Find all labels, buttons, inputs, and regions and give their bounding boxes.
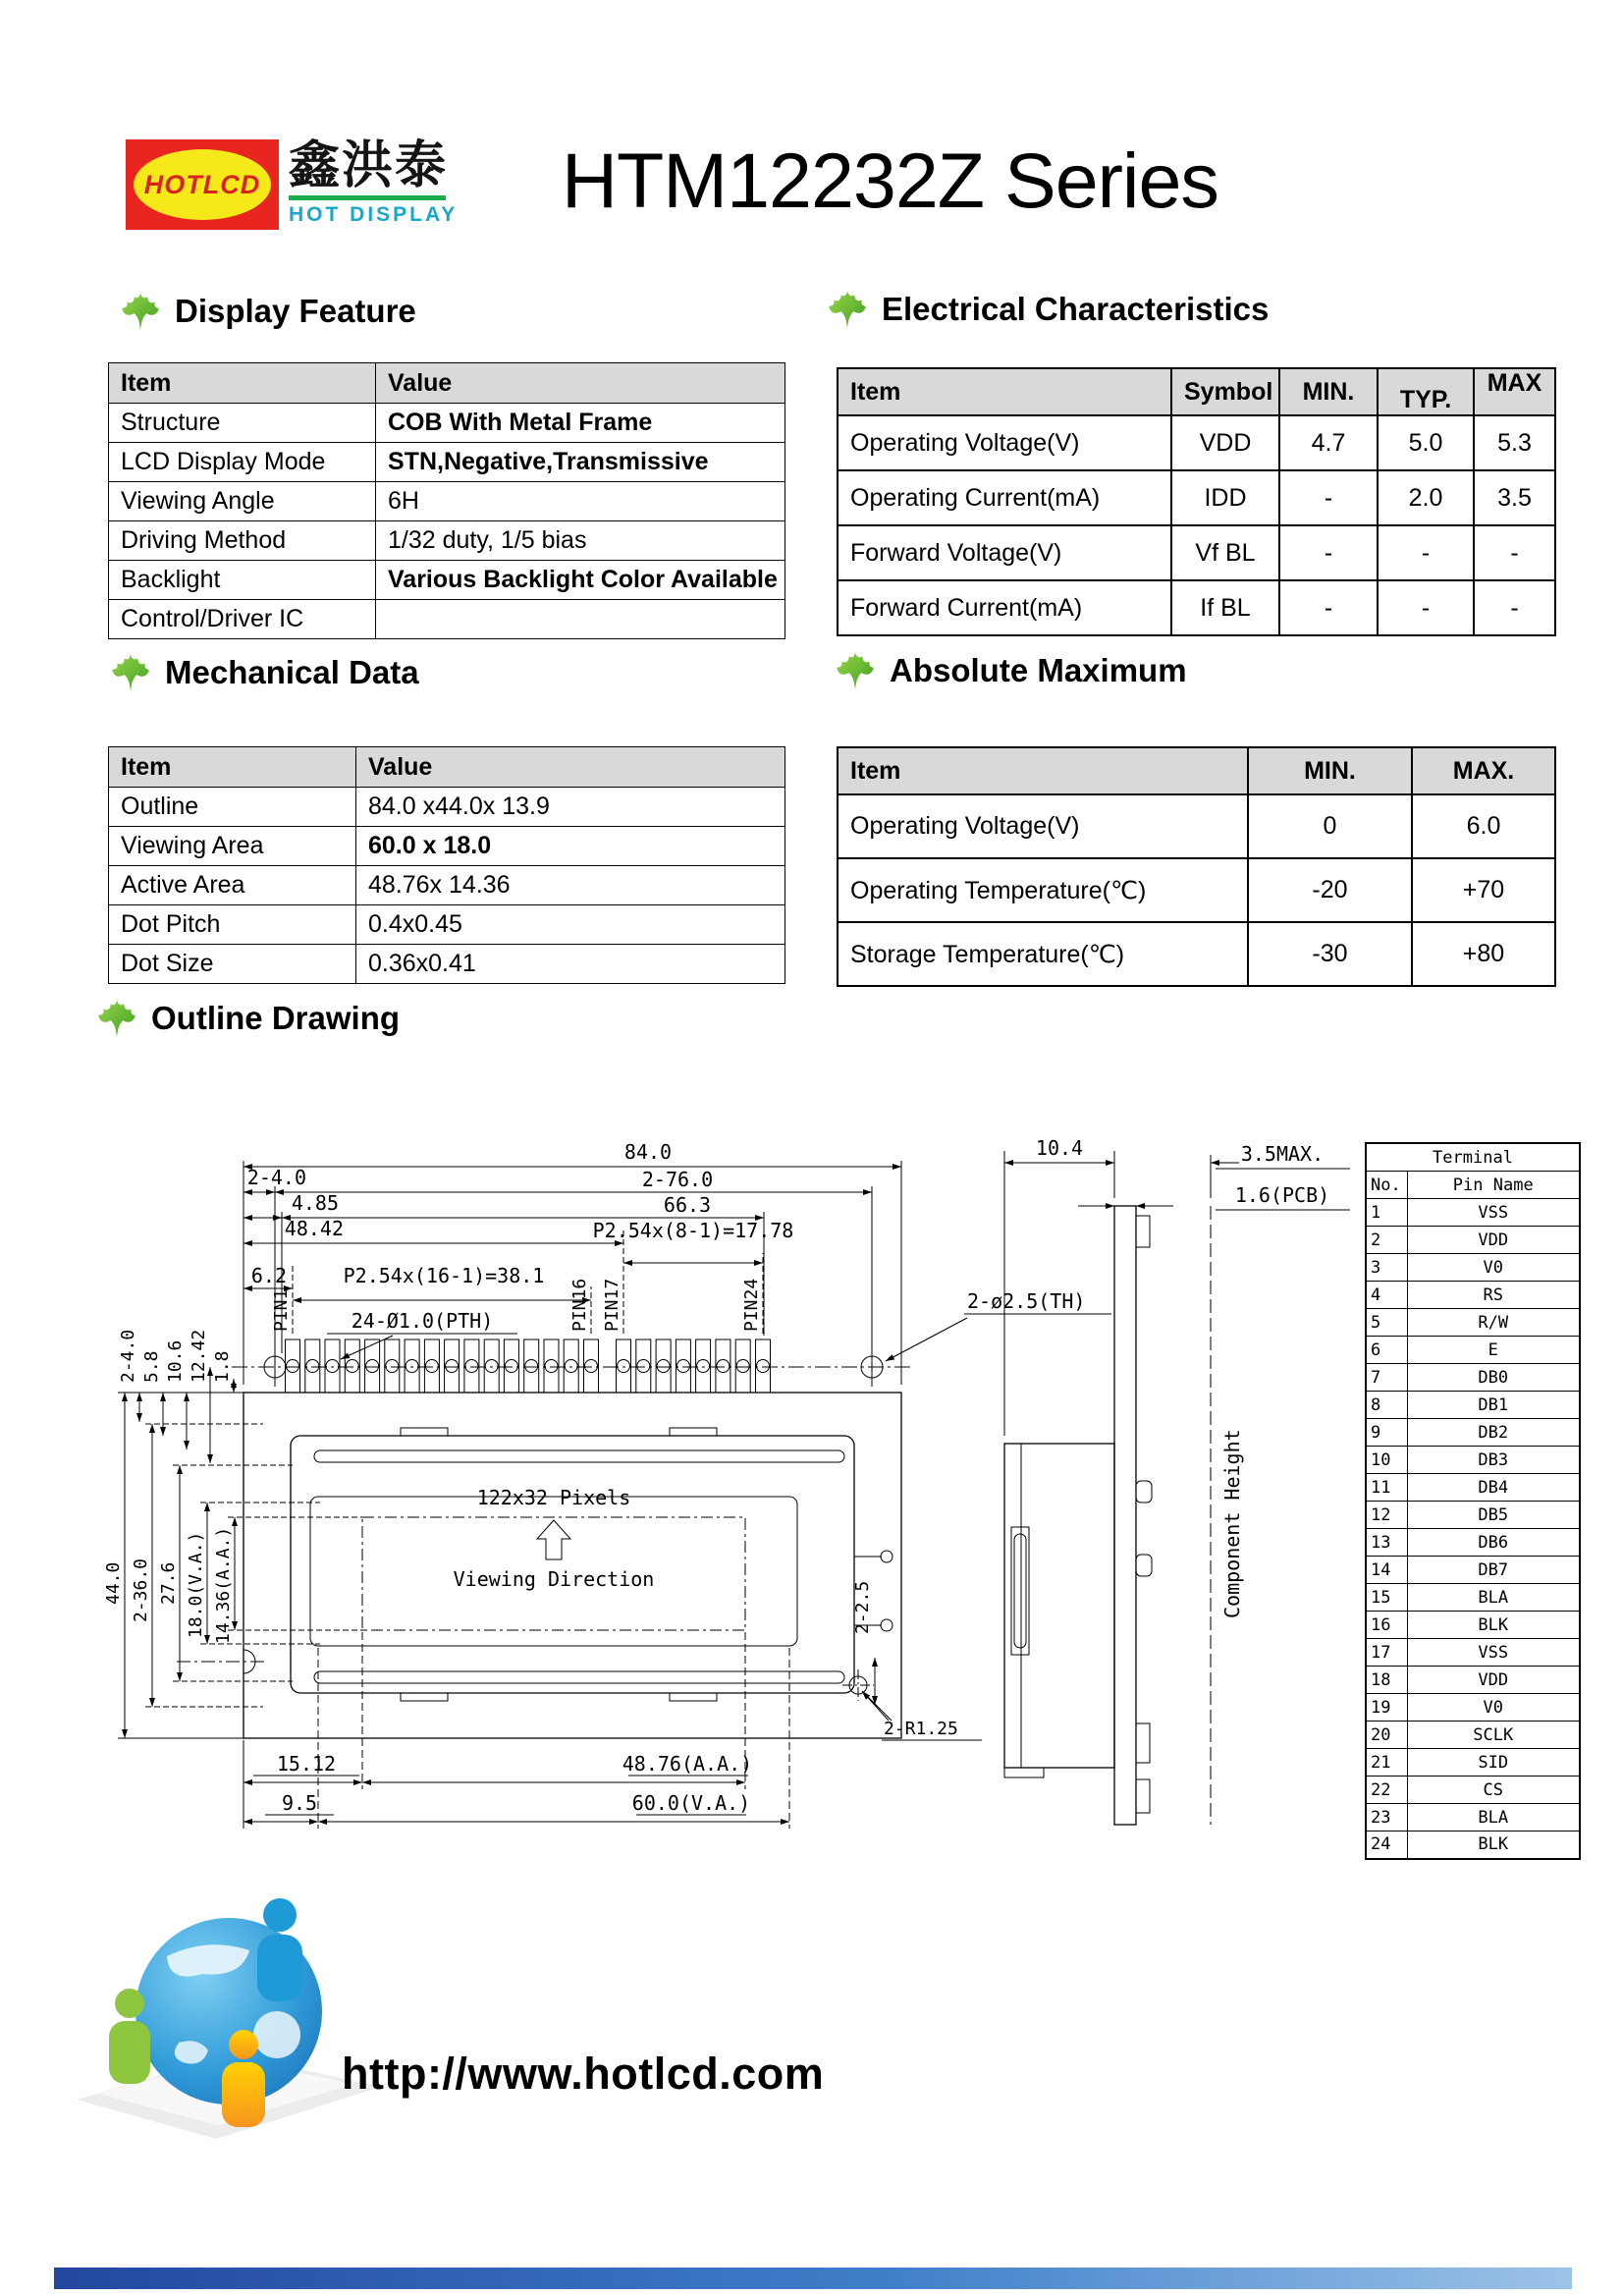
pin-number: 10 (1366, 1447, 1407, 1474)
footer-logo (69, 1886, 393, 2151)
section-title: Mechanical Data (165, 654, 419, 690)
pin-number: 13 (1366, 1529, 1407, 1557)
table-row (109, 561, 785, 600)
terminal-row (1366, 1309, 1580, 1337)
pin-name: DB4 (1407, 1474, 1580, 1502)
dim-27-6: 27.6 (158, 1561, 179, 1605)
min-cell: - (1279, 470, 1378, 525)
max-cell: +80 (1412, 922, 1555, 986)
value-cell (376, 600, 785, 639)
terminal-row (1366, 1612, 1580, 1639)
symbol-cell: If BL (1171, 580, 1279, 635)
terminal-row (1366, 1502, 1580, 1529)
max-cell: +70 (1412, 858, 1555, 922)
column-header: No. (1366, 1172, 1407, 1199)
dim-overall-height: 44.0 (103, 1561, 124, 1605)
logo-red-box (126, 139, 279, 230)
pin-name: CS (1407, 1777, 1580, 1804)
terminal-row (1366, 1337, 1580, 1364)
pin-number: 4 (1366, 1282, 1407, 1309)
dim-pcb-thickness: 1.6(PCB) (1234, 1183, 1330, 1207)
person-blue-body (257, 1935, 302, 2001)
outline-drawing-canvas (98, 1120, 1355, 1925)
person-green (115, 1989, 144, 2018)
item-cell: Viewing Area (109, 827, 356, 866)
column-header: MIN. (1248, 747, 1412, 794)
max-cell: - (1474, 580, 1555, 635)
globe-continent (253, 2011, 300, 2058)
terminal-row (1366, 1474, 1580, 1502)
display-feature-table (108, 362, 785, 639)
item-cell: Dot Pitch (109, 905, 356, 945)
pin-name: BLA (1407, 1584, 1580, 1612)
table-row (109, 788, 785, 827)
pixels-label: 122x32 Pixels (476, 1486, 631, 1509)
pin-number: 11 (1366, 1474, 1407, 1502)
pin-name: DB1 (1407, 1392, 1580, 1419)
terminal-row (1366, 1529, 1580, 1557)
section-electrical (827, 289, 1269, 330)
item-cell: Operating Voltage(V) (838, 415, 1171, 470)
section-title: Outline Drawing (151, 1000, 401, 1036)
table-row (838, 470, 1555, 525)
leaf-icon (96, 998, 137, 1039)
pin-name: VSS (1407, 1199, 1580, 1227)
dim-radius: 2-R1.25 (884, 1719, 958, 1739)
page-title: HTM12232Z Series (562, 137, 1218, 224)
logo-green-rule (289, 195, 446, 200)
person-orange (229, 2030, 258, 2059)
table-row (109, 521, 785, 561)
pin-name: SCLK (1407, 1722, 1580, 1749)
item-cell: Viewing Angle (109, 482, 376, 521)
pin17-label: PIN17 (602, 1278, 622, 1332)
table-row (109, 827, 785, 866)
viewing-direction-arrow (537, 1520, 570, 1559)
pin-number: 14 (1366, 1557, 1407, 1584)
electrical-table (837, 367, 1556, 636)
pin-name: SID (1407, 1749, 1580, 1777)
table-row (109, 945, 785, 984)
item-cell: Storage Temperature(℃) (838, 922, 1248, 986)
pin-number: 17 (1366, 1639, 1407, 1667)
pin-name: DB6 (1407, 1529, 1580, 1557)
terminal-row (1366, 1392, 1580, 1419)
dim-aa-height: 14.36(A.A.) (213, 1526, 234, 1644)
pin16-label: PIN16 (569, 1278, 590, 1332)
typ-cell: 2.0 (1378, 470, 1474, 525)
dim-hole-edge: 2-4.0 (246, 1166, 306, 1189)
table-row (109, 866, 785, 905)
dim-aa-width: 48.76(A.A.) (622, 1752, 753, 1776)
pin-number: 15 (1366, 1584, 1407, 1612)
footer-accent-bar (54, 2268, 1572, 2289)
typ-cell: 5.0 (1378, 415, 1474, 470)
terminal-row (1366, 1199, 1580, 1227)
min-cell: 0 (1248, 794, 1412, 858)
dim-hole-span-v: 2-36.0 (131, 1558, 151, 1622)
column-header: Pin Name (1407, 1172, 1580, 1199)
symbol-cell: Vf BL (1171, 525, 1279, 580)
value-cell: 0.4x0.45 (356, 905, 785, 945)
viewing-direction-label: Viewing Direction (453, 1567, 655, 1591)
terminal-row (1366, 1557, 1580, 1584)
leaf-icon (120, 291, 161, 332)
column-header: Value (376, 363, 785, 404)
logo-chinese-text: 鑫洪泰 (289, 137, 449, 195)
pin-name: DB5 (1407, 1502, 1580, 1529)
terminal-row (1366, 1804, 1580, 1831)
table-row (838, 922, 1555, 986)
max-cell: 5.3 (1474, 415, 1555, 470)
pin1-label: PIN1 (271, 1288, 292, 1332)
terminal-row (1366, 1282, 1580, 1309)
pin24-label: PIN24 (741, 1278, 762, 1332)
min-cell: - (1279, 580, 1378, 635)
value-cell: Various Backlight Color Available (376, 561, 785, 600)
dim-hole-span: 2-76.0 (641, 1168, 714, 1191)
pin-number: 23 (1366, 1804, 1407, 1831)
table-row (109, 905, 785, 945)
dim-48-42: 48.42 (284, 1217, 344, 1240)
pin-name: VSS (1407, 1639, 1580, 1667)
pin-name: BLK (1407, 1831, 1580, 1859)
table-row (109, 443, 785, 482)
person-blue (263, 1898, 297, 1932)
dim-side-width: 10.4 (1035, 1136, 1084, 1160)
symbol-cell: VDD (1171, 415, 1279, 470)
item-cell: Dot Size (109, 945, 356, 984)
dim-6-2: 6.2 (250, 1264, 287, 1287)
max-cell: - (1474, 525, 1555, 580)
pin-name: DB7 (1407, 1557, 1580, 1584)
dim-v-5-8: 5.8 (141, 1350, 162, 1383)
leaf-icon (835, 650, 876, 691)
column-header: MAX (1474, 368, 1555, 415)
table-row (109, 404, 785, 443)
dim-pitch16: P2.54x(16-1)=38.1 (343, 1264, 545, 1287)
terminal-row (1366, 1694, 1580, 1722)
dim-pth: 24-Ø1.0(PTH) (351, 1309, 494, 1333)
section-absolute-maximum (835, 650, 1187, 691)
item-cell: Outline (109, 788, 356, 827)
mechanical-table (108, 746, 785, 984)
item-cell: Forward Current(mA) (838, 580, 1171, 635)
pin-name: E (1407, 1337, 1580, 1364)
company-logo (126, 139, 458, 230)
pin-name: DB2 (1407, 1419, 1580, 1447)
dim-va-height: 18.0(V.A.) (186, 1531, 206, 1638)
logo-brand-text: HOTLCD (143, 169, 261, 199)
dim-66-3: 66.3 (663, 1193, 712, 1217)
person-orange-body (222, 2062, 265, 2127)
terminal-row (1366, 1419, 1580, 1447)
pin-number: 2 (1366, 1227, 1407, 1254)
pin-number: 5 (1366, 1309, 1407, 1337)
front-dimensions-left (118, 1367, 364, 1738)
pin-name: R/W (1407, 1309, 1580, 1337)
column-header: MAX. (1412, 747, 1555, 794)
item-cell: Structure (109, 404, 376, 443)
value-cell: 48.76x 14.36 (356, 866, 785, 905)
person-green-body (109, 2021, 150, 2084)
pin-name: VDD (1407, 1227, 1580, 1254)
pin-name: DB0 (1407, 1364, 1580, 1392)
pin-number: 21 (1366, 1749, 1407, 1777)
pin-number: 22 (1366, 1777, 1407, 1804)
pin-header-row (286, 1339, 771, 1393)
terminal-table (1365, 1142, 1581, 1860)
column-header: Value (356, 747, 785, 788)
pin-name: V0 (1407, 1694, 1580, 1722)
terminal-row (1366, 1254, 1580, 1282)
pin-number: 7 (1366, 1364, 1407, 1392)
terminal-row (1366, 1722, 1580, 1749)
pin-name: DB3 (1407, 1447, 1580, 1474)
column-header: Item (838, 368, 1171, 415)
item-cell: Driving Method (109, 521, 376, 561)
terminal-row (1366, 1777, 1580, 1804)
value-cell: STN,Negative,Transmissive (376, 443, 785, 482)
pin-number: 19 (1366, 1694, 1407, 1722)
terminal-row (1366, 1831, 1580, 1859)
value-cell: 1/32 duty, 1/5 bias (376, 521, 785, 561)
terminal-row (1366, 1364, 1580, 1392)
terminal-row (1366, 1447, 1580, 1474)
terminal-row (1366, 1639, 1580, 1667)
section-title: Electrical Characteristics (882, 291, 1270, 327)
logo-yellow-ellipse (134, 149, 271, 220)
max-cell: 6.0 (1412, 794, 1555, 858)
item-cell: Operating Voltage(V) (838, 794, 1248, 858)
pin-name: RS (1407, 1282, 1580, 1309)
typ-cell: - (1378, 525, 1474, 580)
min-cell: -30 (1248, 922, 1412, 986)
pin-number: 1 (1366, 1199, 1407, 1227)
column-header: Item (838, 747, 1248, 794)
dim-9-5: 9.5 (281, 1791, 318, 1815)
pin-number: 18 (1366, 1667, 1407, 1694)
pin-number: 24 (1366, 1831, 1407, 1859)
section-title: Absolute Maximum (890, 652, 1187, 688)
pin-number: 20 (1366, 1722, 1407, 1749)
table-row (838, 794, 1555, 858)
leaf-icon (827, 289, 868, 330)
item-cell: LCD Display Mode (109, 443, 376, 482)
dim-v-2-4: 2-4.0 (118, 1329, 138, 1383)
item-cell: Forward Voltage(V) (838, 525, 1171, 580)
dim-holes: 2-ø2.5(TH) (967, 1289, 1086, 1313)
max-cell: 3.5 (1474, 470, 1555, 525)
terminal-row (1366, 1227, 1580, 1254)
pin-number: 12 (1366, 1502, 1407, 1529)
logo-tagline: HOT DISPLAY (289, 202, 459, 226)
table-row (838, 415, 1555, 470)
typ-cell: - (1378, 580, 1474, 635)
website-url[interactable]: http://www.hotlcd.com (342, 2049, 825, 2099)
pin-number: 16 (1366, 1612, 1407, 1639)
table-row (838, 858, 1555, 922)
table-row (109, 482, 785, 521)
value-cell: 60.0 x 18.0 (356, 827, 785, 866)
dim-15-12: 15.12 (276, 1752, 337, 1776)
min-cell: -20 (1248, 858, 1412, 922)
table-row (838, 580, 1555, 635)
absolute-maximum-table (837, 746, 1556, 987)
dim-v-12-42: 12.42 (189, 1329, 209, 1383)
value-cell: 6H (376, 482, 785, 521)
section-outline-drawing (96, 998, 400, 1039)
column-header: MIN. (1279, 368, 1378, 415)
pin-name: BLK (1407, 1612, 1580, 1639)
item-cell: Operating Current(mA) (838, 470, 1171, 525)
leaf-icon (110, 652, 151, 693)
terminal-title: Terminal (1366, 1143, 1580, 1172)
dim-overall-width: 84.0 (623, 1140, 673, 1164)
pin-number: 3 (1366, 1254, 1407, 1282)
pin-name: V0 (1407, 1254, 1580, 1282)
item-cell: Backlight (109, 561, 376, 600)
pin-number: 6 (1366, 1337, 1407, 1364)
terminal-row (1366, 1749, 1580, 1777)
terminal-row (1366, 1667, 1580, 1694)
dim-v-10-6: 10.6 (165, 1339, 186, 1383)
item-cell: Active Area (109, 866, 356, 905)
item-cell: Control/Driver IC (109, 600, 376, 639)
dim-v-1-8: 1.8 (212, 1350, 233, 1383)
item-cell: Operating Temperature(℃) (838, 858, 1248, 922)
dim-4-85: 4.85 (291, 1191, 339, 1215)
table-row (838, 525, 1555, 580)
section-title: Display Feature (175, 293, 416, 329)
column-header: TYP. (1378, 368, 1474, 415)
symbol-cell: IDD (1171, 470, 1279, 525)
dim-pitch8: P2.54x(8-1)=17.78 (592, 1219, 794, 1242)
dim-tab: 2-2.5 (852, 1580, 873, 1634)
column-header: Item (109, 747, 356, 788)
column-header: Item (109, 363, 376, 404)
logo-wordmark (289, 139, 458, 227)
dim-va-width: 60.0(V.A.) (631, 1791, 751, 1815)
value-cell: 0.36x0.41 (356, 945, 785, 984)
section-display-feature (120, 291, 416, 332)
value-cell: 84.0 x44.0x 13.9 (356, 788, 785, 827)
pin-name: BLA (1407, 1804, 1580, 1831)
component-height-label: Component Height (1220, 1429, 1244, 1618)
min-cell: - (1279, 525, 1378, 580)
pin-number: 8 (1366, 1392, 1407, 1419)
section-mechanical (110, 652, 419, 693)
value-cell: COB With Metal Frame (376, 404, 785, 443)
column-header: Symbol (1171, 368, 1279, 415)
min-cell: 4.7 (1279, 415, 1378, 470)
pin-number: 9 (1366, 1419, 1407, 1447)
terminal-row (1366, 1584, 1580, 1612)
pin-name: VDD (1407, 1667, 1580, 1694)
table-row (109, 600, 785, 639)
dim-comp-max: 3.5MAX. (1240, 1142, 1325, 1166)
